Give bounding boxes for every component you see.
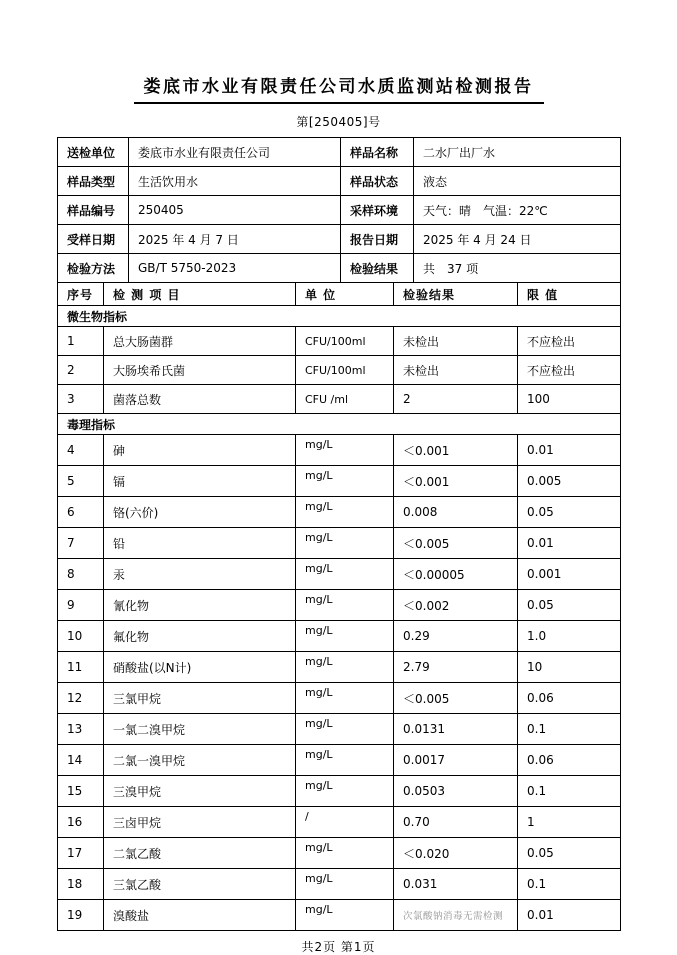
item-result: 0.29 bbox=[394, 621, 518, 652]
result-row bbox=[58, 559, 621, 590]
item-unit: CFU /ml bbox=[296, 385, 394, 414]
column-header: 序号 bbox=[58, 283, 104, 306]
row-number: 5 bbox=[58, 466, 104, 497]
item-name: 大肠埃希氏菌 bbox=[104, 356, 296, 385]
info-label: 样品类型 bbox=[58, 167, 129, 196]
item-unit: mg/L bbox=[296, 435, 394, 466]
item-name: 溴酸盐 bbox=[104, 900, 296, 931]
info-label: 报告日期 bbox=[341, 225, 414, 254]
item-result: 未检出 bbox=[394, 356, 518, 385]
item-limit: 0.001 bbox=[518, 559, 621, 590]
row-number: 17 bbox=[58, 838, 104, 869]
item-limit: 0.06 bbox=[518, 745, 621, 776]
info-label: 样品名称 bbox=[341, 138, 414, 167]
info-label: 送检单位 bbox=[58, 138, 129, 167]
item-unit: mg/L bbox=[296, 652, 394, 683]
item-unit: mg/L bbox=[296, 869, 394, 900]
item-limit: 0.05 bbox=[518, 497, 621, 528]
info-value: GB/T 5750-2023 bbox=[129, 254, 341, 283]
item-result: ＜0.005 bbox=[394, 683, 518, 714]
item-unit: mg/L bbox=[296, 900, 394, 931]
title-area bbox=[0, 0, 677, 104]
sample-info-row bbox=[58, 254, 621, 283]
row-number: 11 bbox=[58, 652, 104, 683]
item-limit: 0.005 bbox=[518, 466, 621, 497]
info-label: 样品状态 bbox=[341, 167, 414, 196]
section-row bbox=[58, 414, 621, 435]
item-limit: 不应检出 bbox=[518, 327, 621, 356]
column-header: 检验结果 bbox=[394, 283, 518, 306]
info-value: 液态 bbox=[414, 167, 621, 196]
item-limit: 0.01 bbox=[518, 900, 621, 931]
item-limit: 0.05 bbox=[518, 590, 621, 621]
info-value: 共 37 项 bbox=[414, 254, 621, 283]
info-value: 2025 年 4 月 24 日 bbox=[414, 225, 621, 254]
item-unit: mg/L bbox=[296, 838, 394, 869]
result-row bbox=[58, 838, 621, 869]
result-row bbox=[58, 745, 621, 776]
result-row bbox=[58, 869, 621, 900]
sample-info-table bbox=[57, 137, 621, 283]
row-number: 15 bbox=[58, 776, 104, 807]
report-number: 第[250405]号 bbox=[296, 115, 381, 129]
item-name: 镉 bbox=[104, 466, 296, 497]
row-number: 13 bbox=[58, 714, 104, 745]
info-label: 受样日期 bbox=[58, 225, 129, 254]
result-row bbox=[58, 528, 621, 559]
item-name: 汞 bbox=[104, 559, 296, 590]
row-number: 7 bbox=[58, 528, 104, 559]
row-number: 16 bbox=[58, 807, 104, 838]
item-unit: mg/L bbox=[296, 621, 394, 652]
result-row bbox=[58, 466, 621, 497]
result-row bbox=[58, 900, 621, 931]
item-result: 0.0503 bbox=[394, 776, 518, 807]
row-number: 14 bbox=[58, 745, 104, 776]
sample-info-row bbox=[58, 167, 621, 196]
item-unit: mg/L bbox=[296, 776, 394, 807]
item-name: 一氯二溴甲烷 bbox=[104, 714, 296, 745]
result-row bbox=[58, 385, 621, 414]
item-limit: 0.1 bbox=[518, 714, 621, 745]
item-result: 0.0017 bbox=[394, 745, 518, 776]
row-number: 9 bbox=[58, 590, 104, 621]
result-row bbox=[58, 590, 621, 621]
item-result: 0.70 bbox=[394, 807, 518, 838]
item-unit: mg/L bbox=[296, 466, 394, 497]
result-row bbox=[58, 435, 621, 466]
item-name: 砷 bbox=[104, 435, 296, 466]
row-number: 3 bbox=[58, 385, 104, 414]
row-number: 19 bbox=[58, 900, 104, 931]
item-unit: mg/L bbox=[296, 714, 394, 745]
info-value: 天气：晴 气温：22℃ bbox=[414, 196, 621, 225]
item-unit: CFU/100ml bbox=[296, 356, 394, 385]
item-result: 未检出 bbox=[394, 327, 518, 356]
result-row bbox=[58, 327, 621, 356]
column-header: 单 位 bbox=[296, 283, 394, 306]
item-unit: mg/L bbox=[296, 683, 394, 714]
item-limit: 1 bbox=[518, 807, 621, 838]
item-limit: 10 bbox=[518, 652, 621, 683]
row-number: 4 bbox=[58, 435, 104, 466]
column-header: 限 值 bbox=[518, 283, 621, 306]
item-result: 0.008 bbox=[394, 497, 518, 528]
item-result: ＜0.001 bbox=[394, 435, 518, 466]
row-number: 8 bbox=[58, 559, 104, 590]
item-result: 0.0131 bbox=[394, 714, 518, 745]
item-name: 二氯乙酸 bbox=[104, 838, 296, 869]
item-result: 2 bbox=[394, 385, 518, 414]
item-result: ＜0.00005 bbox=[394, 559, 518, 590]
item-name: 铬(六价) bbox=[104, 497, 296, 528]
result-row bbox=[58, 497, 621, 528]
item-limit: 0.1 bbox=[518, 776, 621, 807]
item-limit: 1.0 bbox=[518, 621, 621, 652]
info-label: 检验结果 bbox=[341, 254, 414, 283]
item-limit: 0.01 bbox=[518, 528, 621, 559]
item-name: 铅 bbox=[104, 528, 296, 559]
result-row bbox=[58, 621, 621, 652]
row-number: 2 bbox=[58, 356, 104, 385]
item-name: 二氯一溴甲烷 bbox=[104, 745, 296, 776]
result-row bbox=[58, 776, 621, 807]
info-value: 250405 bbox=[129, 196, 341, 225]
item-name: 氰化物 bbox=[104, 590, 296, 621]
result-row bbox=[58, 683, 621, 714]
row-number: 10 bbox=[58, 621, 104, 652]
item-name: 三氯乙酸 bbox=[104, 869, 296, 900]
row-number: 6 bbox=[58, 497, 104, 528]
report-title: 娄底市水业有限责任公司水质监测站检测报告 bbox=[134, 77, 544, 104]
info-value: 二水厂出厂水 bbox=[414, 138, 621, 167]
item-limit: 0.05 bbox=[518, 838, 621, 869]
item-name: 菌落总数 bbox=[104, 385, 296, 414]
section-title: 微生物指标 bbox=[58, 306, 621, 327]
info-value: 娄底市水业有限责任公司 bbox=[129, 138, 341, 167]
section-row bbox=[58, 306, 621, 327]
info-value: 2025 年 4 月 7 日 bbox=[129, 225, 341, 254]
item-limit: 100 bbox=[518, 385, 621, 414]
info-label: 采样环境 bbox=[341, 196, 414, 225]
result-row bbox=[58, 652, 621, 683]
item-unit: mg/L bbox=[296, 559, 394, 590]
sample-info-row bbox=[58, 196, 621, 225]
item-unit: mg/L bbox=[296, 590, 394, 621]
result-row bbox=[58, 807, 621, 838]
info-value: 生活饮用水 bbox=[129, 167, 341, 196]
item-limit: 0.01 bbox=[518, 435, 621, 466]
results-header-row bbox=[58, 283, 621, 306]
item-result: 0.031 bbox=[394, 869, 518, 900]
row-number: 1 bbox=[58, 327, 104, 356]
item-unit: CFU/100ml bbox=[296, 327, 394, 356]
info-label: 检验方法 bbox=[58, 254, 129, 283]
row-number: 12 bbox=[58, 683, 104, 714]
item-limit: 0.06 bbox=[518, 683, 621, 714]
item-name: 三氯甲烷 bbox=[104, 683, 296, 714]
result-row bbox=[58, 714, 621, 745]
item-result: ＜0.005 bbox=[394, 528, 518, 559]
item-limit: 不应检出 bbox=[518, 356, 621, 385]
item-name: 总大肠菌群 bbox=[104, 327, 296, 356]
sample-info-row bbox=[58, 138, 621, 167]
item-result: ＜0.002 bbox=[394, 590, 518, 621]
item-unit: mg/L bbox=[296, 497, 394, 528]
item-unit: / bbox=[296, 807, 394, 838]
item-unit: mg/L bbox=[296, 528, 394, 559]
sample-info-row bbox=[58, 225, 621, 254]
column-header: 检 测 项 目 bbox=[104, 283, 296, 306]
item-result: 2.79 bbox=[394, 652, 518, 683]
item-unit: mg/L bbox=[296, 745, 394, 776]
row-number: 18 bbox=[58, 869, 104, 900]
item-result: ＜0.020 bbox=[394, 838, 518, 869]
result-row bbox=[58, 356, 621, 385]
item-limit: 0.1 bbox=[518, 869, 621, 900]
item-name: 硝酸盐(以N计) bbox=[104, 652, 296, 683]
page-footer: 共2页 第1页 bbox=[301, 940, 376, 954]
info-label: 样品编号 bbox=[58, 196, 129, 225]
section-title: 毒理指标 bbox=[58, 414, 621, 435]
item-name: 氟化物 bbox=[104, 621, 296, 652]
item-name: 三卤甲烷 bbox=[104, 807, 296, 838]
results-table bbox=[57, 282, 621, 931]
item-result: 次氯酸钠消毒无需检测 bbox=[394, 900, 518, 931]
item-result: ＜0.001 bbox=[394, 466, 518, 497]
item-name: 三溴甲烷 bbox=[104, 776, 296, 807]
